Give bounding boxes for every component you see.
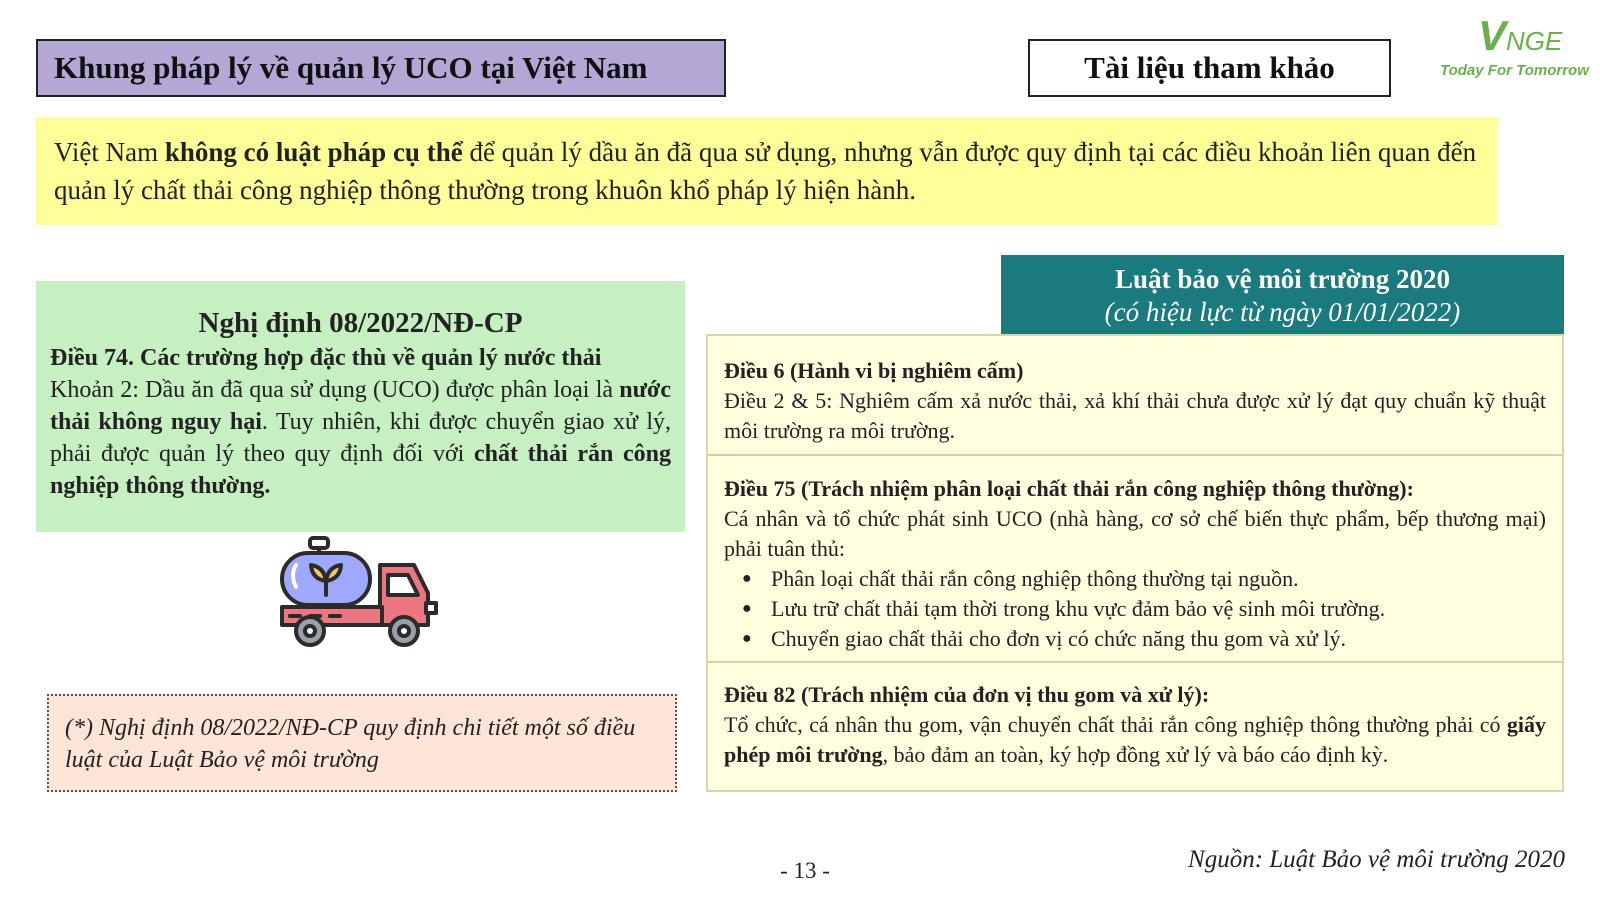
law-body-bold: giấy phép môi trường <box>724 712 1546 767</box>
logo-mark-rest: NGE <box>1506 26 1563 56</box>
logo-tagline: Today For Tomorrow <box>1440 62 1589 79</box>
decree-body <box>50 374 671 502</box>
decree-heading: Nghị định 08/2022/NĐ-CP <box>198 307 523 339</box>
decree-box <box>36 281 685 532</box>
law-section-body <box>724 710 1546 770</box>
page-title <box>36 39 726 97</box>
intro-box <box>36 117 1498 225</box>
law-section-article-75 <box>708 474 1562 654</box>
reference-box <box>1028 39 1391 97</box>
law-section-heading: Điều 82 (Trách nhiệm của đơn vị thu gom và xử lý): <box>724 682 1210 707</box>
law-subtitle: (có hiệu lực từ ngày 01/01/2022) <box>1104 297 1461 327</box>
decree-body-bold-1: nước thải không nguy hại <box>50 377 671 435</box>
logo-mark <box>1478 12 1562 60</box>
section-divider <box>708 661 1562 663</box>
source-citation: Nguồn: Luật Bảo vệ môi trường 2020 <box>1188 846 1565 873</box>
vnge-logo <box>1428 8 1600 88</box>
list-item: ● Lưu trữ chất thải tạm thời trong khu vực đảm bảo vệ sinh môi trường. <box>724 594 1546 624</box>
reference-label: Tài liệu tham khảo <box>1084 50 1335 85</box>
law-section-article-6 <box>708 356 1562 446</box>
intro-text-1: Việt Nam <box>54 137 165 167</box>
logo-mark-v: V <box>1478 12 1507 59</box>
law-title: Luật bảo vệ môi trường 2020 <box>1115 264 1450 294</box>
law-body-2: , bảo đảm an toàn, ký hợp đồng xử lý và báo cáo định kỳ. <box>882 742 1389 767</box>
law-body-1: Tổ chức, cá nhân thu gom, vận chuyển chất thải rắn công nghiệp thông thường phải có <box>724 712 1507 737</box>
truck-tank-leaf-icon <box>280 535 440 657</box>
section-divider <box>708 454 1562 456</box>
law-header <box>1001 255 1564 335</box>
page-number: - 13 - <box>780 858 830 883</box>
intro-text-bold: không có luật pháp cụ thể <box>164 137 463 167</box>
decree-note-text: (*) Nghị định 08/2022/NĐ-CP quy định chi tiết một số điều luật của Luật Bảo vệ môi trường <box>65 715 636 773</box>
law-section-body: Điều 2 & 5: Nghiêm cấm xả nước thải, xả khí thải chưa được xử lý đạt quy chuẩn kỹ thuật môi trường ra môi trường. <box>724 388 1546 443</box>
law-articles-box <box>706 334 1564 792</box>
list-item: ● Phân loại chất thải rắn công nghiệp thông thường tại nguồn. <box>724 564 1546 594</box>
page-title-text: Khung pháp lý về quản lý UCO tại Việt Nam <box>54 50 648 85</box>
law-section-heading: Điều 6 (Hành vi bị nghiêm cấm) <box>724 358 1024 383</box>
decree-body-1: Khoản 2: Dầu ăn đã qua sử dụng (UCO) được phân loại là <box>50 377 620 403</box>
decree-body-bold-2: chất thải rắn công nghiệp thông thường. <box>50 441 671 499</box>
intro-text-2: để quản lý dầu ăn đã qua sử dụng, nhưng vẫn được quy định tại các điều khoản liên quan đến quản lý chất thải công nghiệp thông thường trong khuôn khổ pháp lý hiện hành. <box>54 137 1477 205</box>
list-item: ● Chuyển giao chất thải cho đơn vị có chức năng thu gom và xử lý. <box>724 624 1546 654</box>
law-section-heading: Điều 75 (Trách nhiệm phân loại chất thải rắn công nghiệp thông thường): <box>724 476 1414 501</box>
decree-note <box>47 694 677 792</box>
decree-body-2: . Tuy nhiên, khi được chuyển giao xử lý, phải được quản lý theo quy định đối với <box>50 409 672 467</box>
law-section-article-82 <box>708 680 1562 770</box>
law-bullet-list <box>724 564 1546 654</box>
decree-article: Điều 74. Các trường hợp đặc thù về quản lý nước thải <box>50 345 602 371</box>
law-section-body: Cá nhân và tổ chức phát sinh UCO (nhà hàng, cơ sở chế biến thực phẩm, bếp thương mại) phải tuân thủ: <box>724 506 1546 561</box>
